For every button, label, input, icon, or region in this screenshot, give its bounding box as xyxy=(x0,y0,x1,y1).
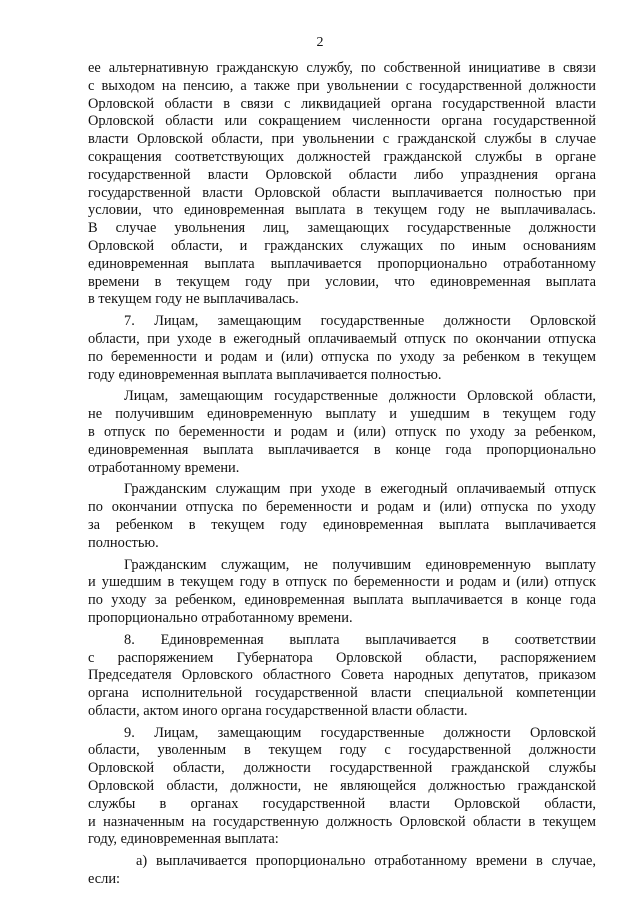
text-line: по окончании отпуска по беременности и родам и (или) отпуска по уходу xyxy=(88,499,596,516)
text-line: Орловской области, и гражданских служащих по иным основаниям xyxy=(88,237,596,254)
text-line: в отпуск по беременности и родам и (или) отпуск по уходу за ребенком, xyxy=(88,423,596,440)
text-line: области, при уходе в ежегодный оплачиваемый отпуск по окончании отпуска xyxy=(88,330,596,347)
text-line: в текущем году не выплачивалась. xyxy=(88,291,299,308)
text-line: ее альтернативную гражданскую службу, по собственной инициативе в связи xyxy=(88,60,596,76)
text-line: полностью. xyxy=(88,534,159,551)
text-line: 9. Лицам, замещающим государственные должности Орловской xyxy=(124,724,596,741)
document-body xyxy=(88,60,596,889)
text-line: не получившим единовременную выплату и ушедшим в текущем году xyxy=(88,406,596,423)
text-line: органа исполнительной государственной власти специальной компетенции xyxy=(88,685,596,702)
text-line: 7. Лицам, замещающим государственные должности Орловской xyxy=(124,313,596,330)
paragraph xyxy=(88,725,596,850)
paragraph xyxy=(88,388,596,477)
text-line: В случае увольнения лиц, замещающих государственные должности xyxy=(88,220,596,237)
text-line: по уходу за ребенком, единовременная выплата выплачивается в конце года xyxy=(88,592,596,609)
text-line: единовременная выплата выплачивается пропорционально отработанному xyxy=(88,255,596,272)
text-line: власти Орловской области, при увольнении с гражданской службы в случае xyxy=(88,131,596,148)
text-line: государственной власти Орловской области либо упразднения органа xyxy=(88,166,596,183)
paragraph xyxy=(88,557,596,628)
text-line: Гражданским служащим, не получившим единовременную выплату xyxy=(124,556,596,573)
text-line: Председателя Орловского областного Совета народных депутатов, приказом xyxy=(88,667,596,684)
text-line: государственной власти Орловской области выплачивается полностью при xyxy=(88,184,596,201)
text-line: Орловской области, должности государственной гражданской службы xyxy=(88,760,596,777)
text-line: Лицам, замещающим государственные должности Орловской области, xyxy=(124,388,596,405)
text-line: времени в текущем году при условии, что единовременная выплата xyxy=(88,273,596,290)
text-line: по беременности и родам и (или) отпуска по уходу за ребенком в текущем xyxy=(88,348,596,365)
text-line: году, единовременная выплата: xyxy=(88,831,279,848)
paragraph xyxy=(88,632,596,721)
paragraph xyxy=(88,313,596,384)
text-line: Орловской области, должности, не являющейся должностью гражданской xyxy=(88,778,596,795)
text-line: единовременная выплата выплачивается в конце года пропорционально xyxy=(88,441,596,458)
paragraph xyxy=(88,481,596,552)
text-line: области, уволенным в текущем году с государственной должности xyxy=(88,742,596,759)
text-line: году единовременная выплата выплачивается полностью. xyxy=(88,366,442,383)
text-line: и назначенным на государственную должность Орловской области в текущем xyxy=(88,813,596,830)
text-line: сокращения соответствующих должностей гражданской службы в органе xyxy=(88,148,596,165)
text-line: Орловской области в связи с ликвидацией органа государственной власти xyxy=(88,95,596,112)
text-line: если: xyxy=(88,871,121,888)
paragraph xyxy=(88,60,596,309)
text-line: за ребенком в текущем году единовременная выплата выплачивается xyxy=(88,516,596,533)
paragraph xyxy=(88,853,596,889)
text-line: 8. Единовременная выплата выплачивается в соответствии xyxy=(124,631,596,648)
text-line: Орловской области или сокращением численности органа государственной xyxy=(88,113,596,130)
text-line: с распоряжением Губернатора Орловской области, распоряжением xyxy=(88,649,596,666)
text-line: отработанному времени. xyxy=(88,459,240,476)
text-line: области, актом иного органа государственной власти области. xyxy=(88,702,468,719)
text-line: Гражданским служащим при уходе в ежегодный оплачиваемый отпуск xyxy=(124,481,596,498)
text-line: а) выплачивается пропорционально отработанному времени в случае, xyxy=(136,853,596,870)
text-line: и ушедшим в текущем году в отпуск по беременности и родам и (или) отпуск xyxy=(88,574,596,591)
text-line: пропорционально отработанному времени. xyxy=(88,609,353,626)
page-number: 2 xyxy=(316,35,324,50)
text-line: службы в органах государственной власти Орловской области, xyxy=(88,795,596,812)
text-line: с выходом на пенсию, а также при увольнении с государственной должности xyxy=(88,77,596,94)
text-line: условии, что единовременная выплата в текущем году не выплачивалась. xyxy=(88,202,596,219)
